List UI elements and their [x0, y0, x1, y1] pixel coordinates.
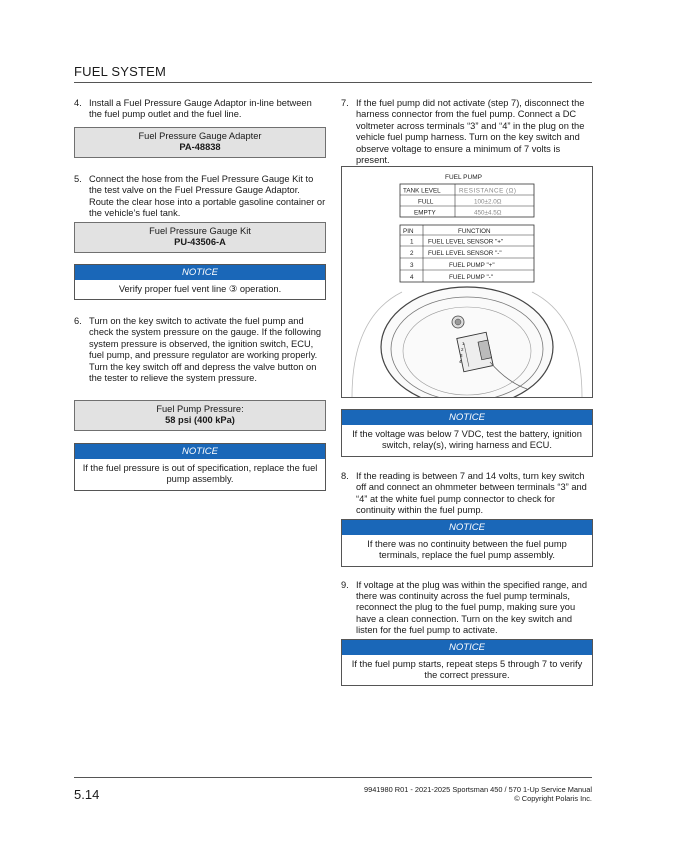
step-text: Connect the hose from the Fuel Pressure Gauge Kit to the test valve on the Fuel Pressure Gauge Adaptor. Route the clear hose into a portable gasoline container or the vehicle’s fuel tank.	[89, 173, 326, 219]
fuel-pump-diagram	[342, 167, 592, 397]
step-6	[74, 316, 326, 396]
notice-heading: NOTICE	[75, 265, 325, 280]
notice-vent-line	[74, 264, 326, 300]
notice-text: If the fuel pressure is out of specification, replace the fuel pump assembly.	[82, 462, 318, 485]
step-number: 4.	[74, 98, 82, 108]
notice-pump-starts	[341, 639, 593, 687]
top-rule	[74, 82, 592, 83]
step-number: 6.	[74, 316, 82, 327]
pin-4: 4	[410, 274, 414, 281]
connector-pin-label-3: 3	[460, 353, 463, 358]
tool-name: Fuel Pressure Gauge Kit	[149, 225, 251, 236]
step-5	[74, 174, 326, 220]
copyright: © Copyright Polaris Inc.	[514, 794, 592, 804]
pin-1: 1	[410, 238, 414, 246]
step-text: Install a Fuel Pressure Gauge Adaptor in-line between the fuel pump outlet and the fuel line.	[89, 98, 312, 120]
step-7	[341, 98, 593, 166]
step-text: If the fuel pump did not activate (step 7), disconnect the harness connector from the fuel pump. Connect a DC voltmeter across terminals “3” and “4” in the plug on the vehicle fuel pump harness. Turn on the key switch and observe voltage to ensure a minimum of 7 volts is present.	[356, 98, 585, 166]
tool-box-gauge-kit	[74, 222, 326, 253]
step-text: Turn on the key switch to activate the fuel pump and check the system pressure on the gauge. If the following system pressure is observed, the ignition switch, ECU, fuel pump, and pressure regulator are working properly. Turn the key switch off and depress the valve button on the tester to relieve the system pressure.	[89, 316, 322, 384]
level-empty: EMPTY	[414, 209, 436, 217]
pin-1-function: FUEL LEVEL SENSOR "+"	[428, 238, 504, 246]
step-number: 9.	[341, 579, 349, 590]
fuel-pump-module-illustration	[352, 287, 582, 397]
step-8	[341, 471, 593, 517]
level-empty-value: 450±4.5Ω	[474, 209, 502, 217]
notice-heading: NOTICE	[75, 444, 325, 459]
pin-2: 2	[410, 250, 414, 257]
notice-heading: NOTICE	[342, 520, 592, 535]
bottom-rule	[74, 777, 592, 778]
level-full: FULL	[418, 198, 434, 206]
connector-pin-label-2: 2	[461, 347, 464, 352]
section-title: FUEL SYSTEM	[74, 64, 167, 79]
fuel-pump-figure	[341, 166, 593, 398]
tool-part-number: PU-43506-A	[174, 237, 226, 248]
resistance-header: RESISTANCE (Ω)	[459, 187, 517, 195]
notice-heading: NOTICE	[342, 640, 592, 655]
figure-table-title: FUEL PUMP	[445, 174, 482, 181]
tool-name: Fuel Pressure Gauge Adapter	[138, 131, 262, 141]
tool-part-number: PA-48838	[179, 142, 221, 153]
notice-text: If the voltage was below 7 VDC, test the battery, ignition switch, relay(s), wiring harness and ECU.	[352, 429, 582, 451]
function-header: FUNCTION	[458, 228, 491, 235]
notice-text: If the fuel pump starts, repeat steps 5 through 7 to verify the correct pressure.	[351, 658, 583, 681]
step-9	[341, 580, 593, 637]
pin-3-function: FUEL PUMP "+"	[449, 262, 495, 269]
pin-header: PIN	[403, 228, 414, 235]
right-column	[341, 98, 593, 686]
notice-heading: NOTICE	[342, 410, 592, 425]
connector-pin-label-1: 1	[462, 341, 465, 346]
step-number: 5.	[74, 173, 82, 184]
level-full-value: 100±2.0Ω	[474, 198, 502, 206]
tank-level-header: TANK LEVEL	[403, 187, 441, 195]
step-4	[74, 98, 326, 127]
manual-title: 9941980 R01 - 2021-2025 Sportsman 450 / 570 1-Up Service Manual	[363, 785, 592, 794]
step-text: If voltage at the plug was within the specified range, and there was continuity across the fuel pump terminals, reconnect the plug to the fuel pump, making sure you have a clean connection. Turn on the key switch and listen for the fuel pump to activate.	[356, 579, 588, 636]
pin-3: 3	[410, 262, 414, 269]
spec-value: 58 psi (400 kPa)	[165, 415, 235, 426]
spec-label: Fuel Pump Pressure:	[156, 404, 244, 415]
tool-box-adapter	[74, 127, 326, 158]
footer	[364, 785, 592, 804]
spec-box-pressure	[74, 400, 326, 431]
pin-4-function: FUEL PUMP "-"	[449, 274, 494, 281]
step-number: 8.	[341, 470, 349, 481]
left-column	[74, 98, 326, 491]
notice-pressure-spec	[74, 443, 326, 491]
notice-low-voltage	[341, 409, 593, 457]
page-number: 5.14	[74, 787, 100, 802]
notice-text: Verify proper fuel vent line ③ operation.	[118, 283, 282, 294]
notice-text: If there was no continuity between the fuel pump terminals, replace the fuel pump assembly.	[367, 538, 567, 561]
pin-2-function: FUEL LEVEL SENSOR "-"	[428, 250, 502, 257]
step-text: If the reading is between 7 and 14 volts, turn key switch off and connect an ohmmeter between terminals “3” and “4” at the white fuel pump connector to check for continuity within the fuel pump.	[356, 470, 587, 516]
connector-pin-label-4: 4	[459, 359, 462, 364]
notice-no-continuity	[341, 519, 593, 567]
step-number: 7.	[341, 98, 349, 108]
